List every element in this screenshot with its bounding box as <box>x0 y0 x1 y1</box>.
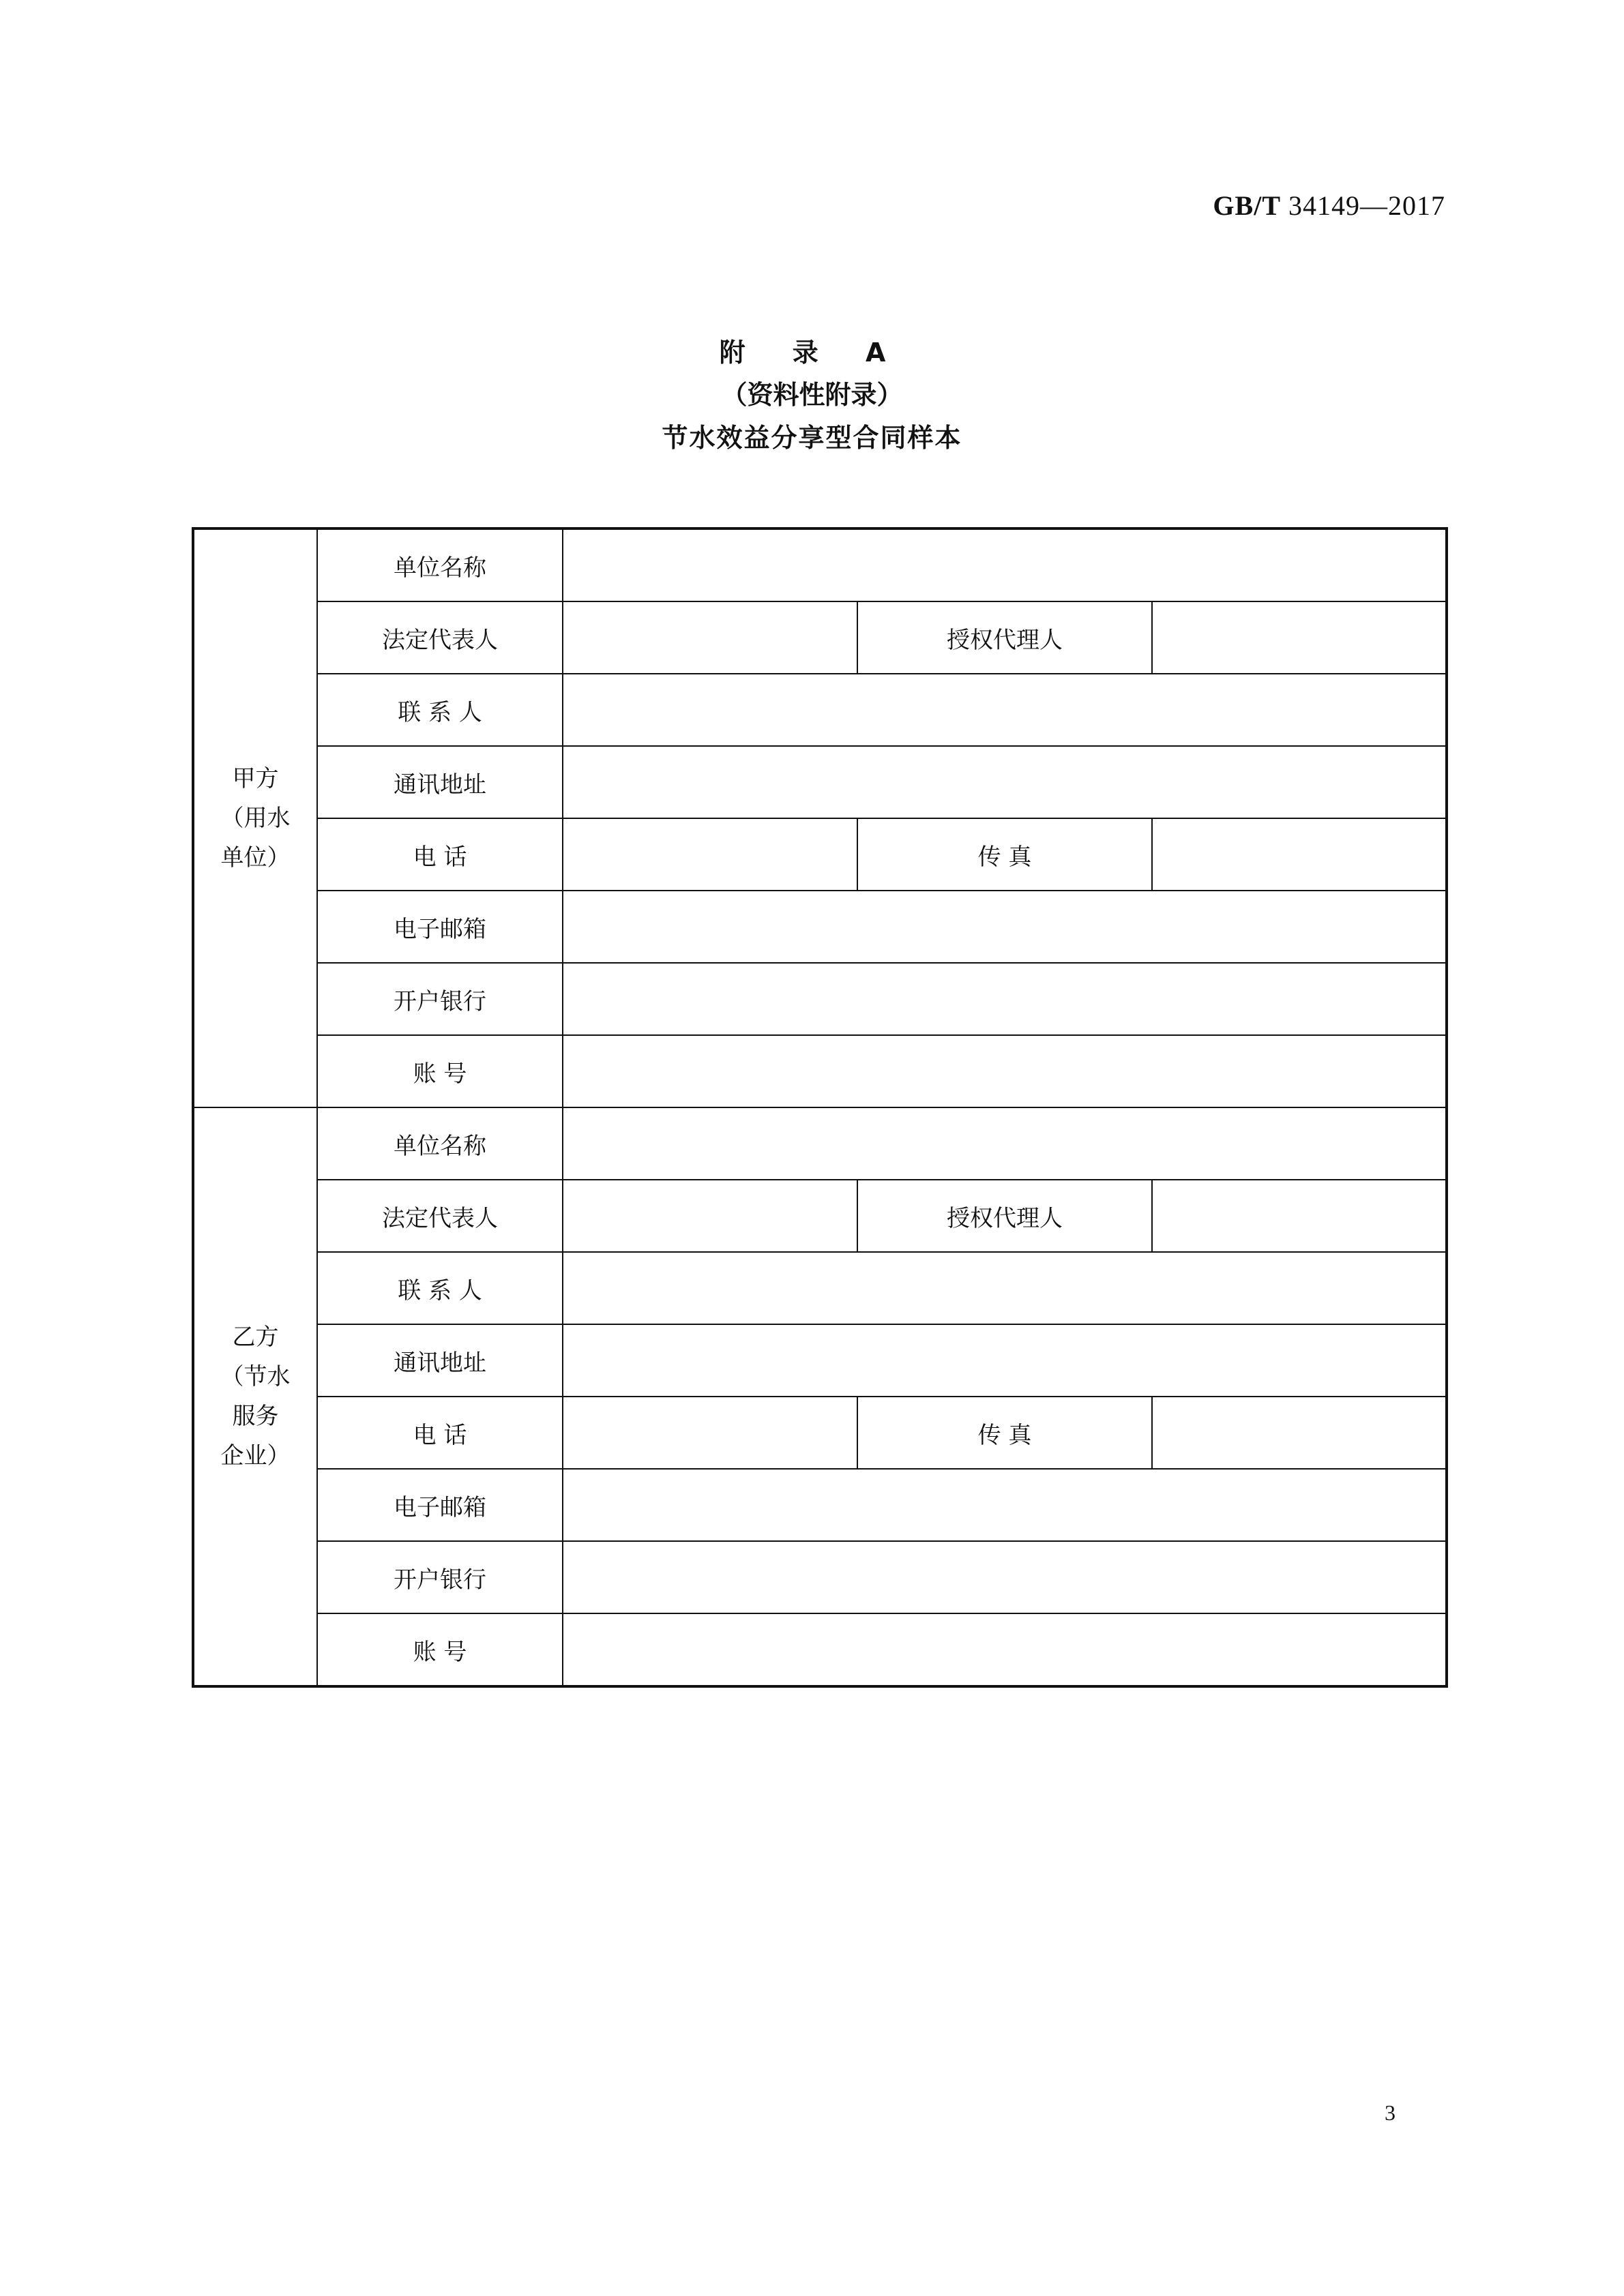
party-b-address-label: 通讯地址 <box>317 1324 563 1397</box>
party-b-authorized-agent-field[interactable] <box>1152 1180 1447 1252</box>
party-b-label <box>193 1107 317 1686</box>
party-b-account-field[interactable] <box>563 1613 1447 1686</box>
party-a-email-field[interactable] <box>563 891 1447 963</box>
party-b-label-line: （节水 <box>220 1363 291 1390</box>
party-a-phone-field[interactable] <box>563 818 857 891</box>
party-a-unit-name-field[interactable] <box>563 528 1447 601</box>
appendix-heading: 附 录 A <box>719 338 905 368</box>
party-b-fax-field[interactable] <box>1152 1397 1447 1469</box>
party-b-label-line: 乙方 <box>232 1324 279 1351</box>
party-a-label-line: （用水 <box>220 805 291 832</box>
party-a-legal-rep-label: 法定代表人 <box>317 601 563 674</box>
party-a-row-phone <box>193 818 1447 891</box>
party-b-email-label: 电子邮箱 <box>317 1469 563 1541</box>
party-a-authorized-agent-label: 授权代理人 <box>857 601 1152 674</box>
party-b-bank-label: 开户银行 <box>317 1541 563 1613</box>
party-b-row-unit-name <box>193 1107 1447 1180</box>
party-a-address-label: 通讯地址 <box>317 746 563 818</box>
party-b-legal-rep-label: 法定代表人 <box>317 1180 563 1252</box>
page-number: 3 <box>1385 2100 1396 2125</box>
party-b-contact-label: 联 系 人 <box>317 1252 563 1324</box>
party-b-address-field[interactable] <box>563 1324 1447 1397</box>
party-b-row-account <box>193 1613 1447 1686</box>
party-a-row-contact <box>193 674 1447 746</box>
appendix-name: 节水效益分享型合同样本 <box>662 423 962 453</box>
party-b-phone-field[interactable] <box>563 1397 857 1469</box>
party-b-contact-field[interactable] <box>563 1252 1447 1324</box>
party-a-bank-field[interactable] <box>563 963 1447 1035</box>
party-b-account-label: 账 号 <box>317 1613 563 1686</box>
party-b-legal-rep-field[interactable] <box>563 1180 857 1252</box>
party-b-label-line: 服务 <box>232 1403 279 1430</box>
party-a-row-bank <box>193 963 1447 1035</box>
party-a-account-label: 账 号 <box>317 1035 563 1107</box>
party-a-address-field[interactable] <box>563 746 1447 818</box>
appendix-nature: （资料性附录） <box>721 380 903 410</box>
party-b-authorized-agent-label: 授权代理人 <box>857 1180 1152 1252</box>
party-a-label-line: 单位） <box>220 844 291 871</box>
standard-code <box>1160 190 1445 222</box>
party-b-email-field[interactable] <box>563 1469 1447 1541</box>
party-a-bank-label: 开户银行 <box>317 963 563 1035</box>
standard-code-prefix: GB/T <box>1213 190 1281 221</box>
party-b-row-contact <box>193 1252 1447 1324</box>
party-b-fax-label: 传 真 <box>857 1397 1152 1469</box>
standard-code-number: 34149—2017 <box>1288 190 1445 221</box>
party-a-label <box>193 528 317 1107</box>
party-a-legal-rep-field[interactable] <box>563 601 857 674</box>
party-b-row-legal-rep <box>193 1180 1447 1252</box>
party-a-contact-field[interactable] <box>563 674 1447 746</box>
party-a-row-address <box>193 746 1447 818</box>
party-a-unit-name-label: 单位名称 <box>317 528 563 601</box>
party-a-row-legal-rep <box>193 601 1447 674</box>
party-b-label-line: 企业） <box>220 1442 291 1470</box>
party-a-label-line: 甲方 <box>232 765 279 792</box>
party-a-email-label: 电子邮箱 <box>317 891 563 963</box>
contract-party-table <box>192 527 1448 1688</box>
party-a-authorized-agent-field[interactable] <box>1152 601 1447 674</box>
party-a-contact-label: 联 系 人 <box>317 674 563 746</box>
party-b-bank-field[interactable] <box>563 1541 1447 1613</box>
party-b-row-address <box>193 1324 1447 1397</box>
party-a-fax-label: 传 真 <box>857 818 1152 891</box>
party-b-unit-name-label: 单位名称 <box>317 1107 563 1180</box>
party-b-phone-label: 电 话 <box>317 1397 563 1469</box>
party-a-phone-label: 电 话 <box>317 818 563 891</box>
party-a-row-email <box>193 891 1447 963</box>
party-a-row-unit-name <box>193 528 1447 601</box>
party-a-row-account <box>193 1035 1447 1107</box>
party-b-row-email <box>193 1469 1447 1541</box>
party-a-fax-field[interactable] <box>1152 818 1447 891</box>
party-b-row-phone <box>193 1397 1447 1469</box>
party-a-account-field[interactable] <box>563 1035 1447 1107</box>
party-b-row-bank <box>193 1541 1447 1613</box>
party-b-unit-name-field[interactable] <box>563 1107 1447 1180</box>
